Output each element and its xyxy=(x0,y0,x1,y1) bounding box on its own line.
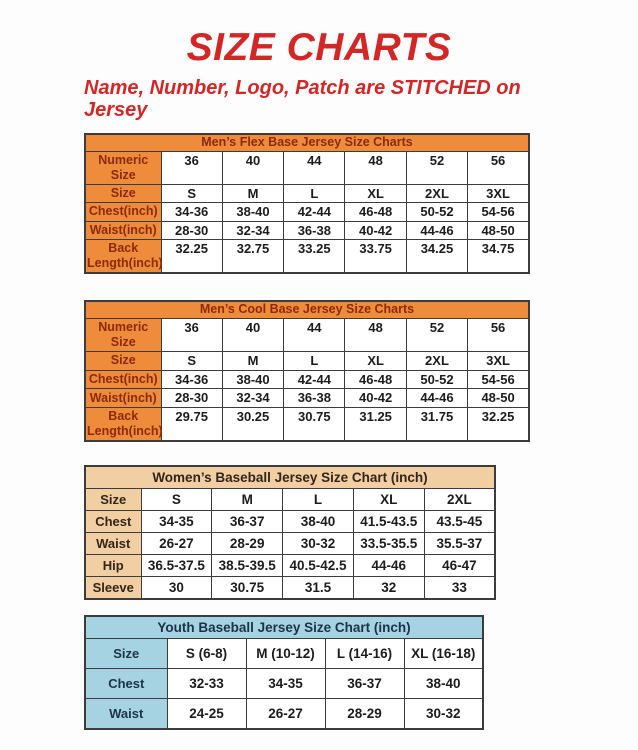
table-cell: 36-38 xyxy=(284,389,345,408)
table-cell: M xyxy=(212,488,283,510)
row-label: Size xyxy=(85,184,161,203)
table-cell: 38-40 xyxy=(222,203,283,222)
table-cell: 33.75 xyxy=(345,240,406,274)
table-cell: 30-32 xyxy=(283,532,354,554)
table-cell: 40 xyxy=(222,151,283,184)
table-cell: 38-40 xyxy=(222,370,283,389)
table-cell: L xyxy=(284,352,345,371)
table-cell: L xyxy=(283,488,354,510)
table-cell: 48 xyxy=(345,151,406,184)
table-row xyxy=(85,151,529,184)
table-cell: 31.75 xyxy=(406,407,467,441)
table-row xyxy=(85,638,483,668)
table-cell: 36 xyxy=(161,151,222,184)
table-cell: 30-32 xyxy=(404,698,483,729)
row-label: Size xyxy=(85,352,161,371)
table-cell: 42-44 xyxy=(284,370,345,389)
table-cell: 46-48 xyxy=(345,370,406,389)
table-title: Youth Baseball Jersey Size Chart (inch) xyxy=(85,616,483,639)
table-cell: 56 xyxy=(468,151,529,184)
table-cell: XL xyxy=(345,184,406,203)
size-table-mens-cool-base xyxy=(84,300,638,442)
table-cell: 40.5-42.5 xyxy=(283,554,354,576)
table-cell: 46-48 xyxy=(345,203,406,222)
table-cell: 32-34 xyxy=(222,221,283,240)
table-cell: 34-36 xyxy=(161,203,222,222)
table-title: Men’s Cool Base Jersey Size Charts xyxy=(85,301,529,318)
table-cell: L (14-16) xyxy=(325,638,404,668)
table-cell: 2XL xyxy=(406,352,467,371)
table-cell: 28-30 xyxy=(161,389,222,408)
table-cell: 30.25 xyxy=(222,407,283,441)
table-cell: 46-47 xyxy=(424,554,495,576)
table-cell: 34-35 xyxy=(141,510,212,532)
table-row xyxy=(85,370,529,389)
table-row xyxy=(85,240,529,274)
table-cell: S xyxy=(161,352,222,371)
table-cell: 3XL xyxy=(468,184,529,203)
row-label: Back Length(inch) xyxy=(85,240,161,274)
table-cell: 34-36 xyxy=(161,370,222,389)
table-cell: M xyxy=(222,352,283,371)
table-title: Men’s Flex Base Jersey Size Charts xyxy=(85,134,529,151)
table-row xyxy=(85,488,495,510)
table-cell: 30.75 xyxy=(212,576,283,599)
womens-baseball-grid xyxy=(84,465,496,600)
table-cell: 48-50 xyxy=(468,221,529,240)
table-cell: 56 xyxy=(468,319,529,352)
size-table-womens-baseball xyxy=(84,465,638,600)
page-title: SIZE CHARTS xyxy=(186,26,452,69)
table-cell: L xyxy=(284,184,345,203)
table-cell: 30 xyxy=(141,576,212,599)
row-label: Numeric Size xyxy=(85,151,161,184)
row-label: Chest xyxy=(85,668,167,698)
table-cell: 44-46 xyxy=(353,554,424,576)
table-cell: 34-35 xyxy=(246,668,325,698)
table-cell: 28-29 xyxy=(325,698,404,729)
table-row xyxy=(85,389,529,408)
table-cell: 48 xyxy=(345,319,406,352)
table-title-row xyxy=(85,134,529,151)
row-label: Chest(inch) xyxy=(85,370,161,389)
table-row xyxy=(85,221,529,240)
table-cell: 28-30 xyxy=(161,221,222,240)
table-cell: 33.5-35.5 xyxy=(353,532,424,554)
table-cell: 33.25 xyxy=(284,240,345,274)
table-cell: 42-44 xyxy=(284,203,345,222)
table-cell: 44-46 xyxy=(406,221,467,240)
table-cell: 40-42 xyxy=(345,221,406,240)
table-cell: 44 xyxy=(284,319,345,352)
table-title-row xyxy=(85,616,483,639)
table-cell: 38-40 xyxy=(283,510,354,532)
table-row xyxy=(85,352,529,371)
table-cell: S (6-8) xyxy=(167,638,246,668)
table-cell: 33 xyxy=(424,576,495,599)
row-label: Size xyxy=(85,488,141,510)
table-cell: 24-25 xyxy=(167,698,246,729)
table-cell: 48-50 xyxy=(468,389,529,408)
row-label: Back Length(inch) xyxy=(85,407,161,441)
table-cell: 54-56 xyxy=(468,370,529,389)
table-cell: S xyxy=(141,488,212,510)
table-cell: 32.75 xyxy=(222,240,283,274)
table-cell: 50-52 xyxy=(406,370,467,389)
table-cell: 32.25 xyxy=(468,407,529,441)
table-cell: 29.75 xyxy=(161,407,222,441)
table-row xyxy=(85,576,495,599)
table-cell: XL (16-18) xyxy=(404,638,483,668)
table-row xyxy=(85,554,495,576)
table-cell: 32 xyxy=(353,576,424,599)
table-cell: 32-33 xyxy=(167,668,246,698)
table-cell: 36-37 xyxy=(325,668,404,698)
table-cell: 52 xyxy=(406,319,467,352)
row-label: Sleeve xyxy=(85,576,141,599)
table-cell: 26-27 xyxy=(246,698,325,729)
table-cell: 50-52 xyxy=(406,203,467,222)
size-table-youth-baseball xyxy=(84,615,638,730)
table-row xyxy=(85,184,529,203)
mens-cool-base-grid xyxy=(84,300,530,442)
row-label: Waist(inch) xyxy=(85,221,161,240)
table-title-row xyxy=(85,301,529,318)
table-row xyxy=(85,532,495,554)
table-row xyxy=(85,319,529,352)
table-cell: M (10-12) xyxy=(246,638,325,668)
table-cell: 36-37 xyxy=(212,510,283,532)
table-cell: 2XL xyxy=(406,184,467,203)
table-cell: 32.25 xyxy=(161,240,222,274)
table-cell: 3XL xyxy=(468,352,529,371)
table-cell: 28-29 xyxy=(212,532,283,554)
table-cell: 52 xyxy=(406,151,467,184)
size-table-mens-flex-base xyxy=(84,133,638,275)
table-cell: 36 xyxy=(161,319,222,352)
table-cell: 36-38 xyxy=(284,221,345,240)
table-cell: M xyxy=(222,184,283,203)
table-row xyxy=(85,510,495,532)
table-cell: 40 xyxy=(222,319,283,352)
table-cell: 43.5-45 xyxy=(424,510,495,532)
table-row xyxy=(85,668,483,698)
row-label: Waist(inch) xyxy=(85,389,161,408)
table-cell: 54-56 xyxy=(468,203,529,222)
table-cell: 34.25 xyxy=(406,240,467,274)
table-cell: 44-46 xyxy=(406,389,467,408)
row-label: Numeric Size xyxy=(85,319,161,352)
table-cell: 38-40 xyxy=(404,668,483,698)
table-cell: 35.5-37 xyxy=(424,532,495,554)
table-cell: S xyxy=(161,184,222,203)
table-cell: 26-27 xyxy=(141,532,212,554)
table-cell: 30.75 xyxy=(284,407,345,441)
table-row xyxy=(85,407,529,441)
youth-baseball-grid xyxy=(84,615,484,730)
table-cell: XL xyxy=(345,352,406,371)
table-row xyxy=(85,698,483,729)
row-label: Size xyxy=(85,638,167,668)
table-cell: 34.75 xyxy=(468,240,529,274)
row-label: Chest(inch) xyxy=(85,203,161,222)
table-title: Women’s Baseball Jersey Size Chart (inch) xyxy=(85,466,495,489)
table-cell: 31.5 xyxy=(283,576,354,599)
row-label: Chest xyxy=(85,510,141,532)
table-cell: 40-42 xyxy=(345,389,406,408)
mens-flex-base-grid xyxy=(84,133,530,275)
table-cell: 38.5-39.5 xyxy=(212,554,283,576)
row-label: Waist xyxy=(85,532,141,554)
table-cell: 41.5-43.5 xyxy=(353,510,424,532)
table-cell: 44 xyxy=(284,151,345,184)
table-cell: 32-34 xyxy=(222,389,283,408)
table-row xyxy=(85,203,529,222)
page-subtitle: Name, Number, Logo, Patch are STITCHED on Jersey xyxy=(84,77,521,122)
table-cell: 31.25 xyxy=(345,407,406,441)
row-label: Waist xyxy=(85,698,167,729)
row-label: Hip xyxy=(85,554,141,576)
table-cell: 36.5-37.5 xyxy=(141,554,212,576)
table-cell: 2XL xyxy=(424,488,495,510)
table-cell: XL xyxy=(353,488,424,510)
tables-region xyxy=(84,133,638,730)
table-title-row xyxy=(85,466,495,489)
